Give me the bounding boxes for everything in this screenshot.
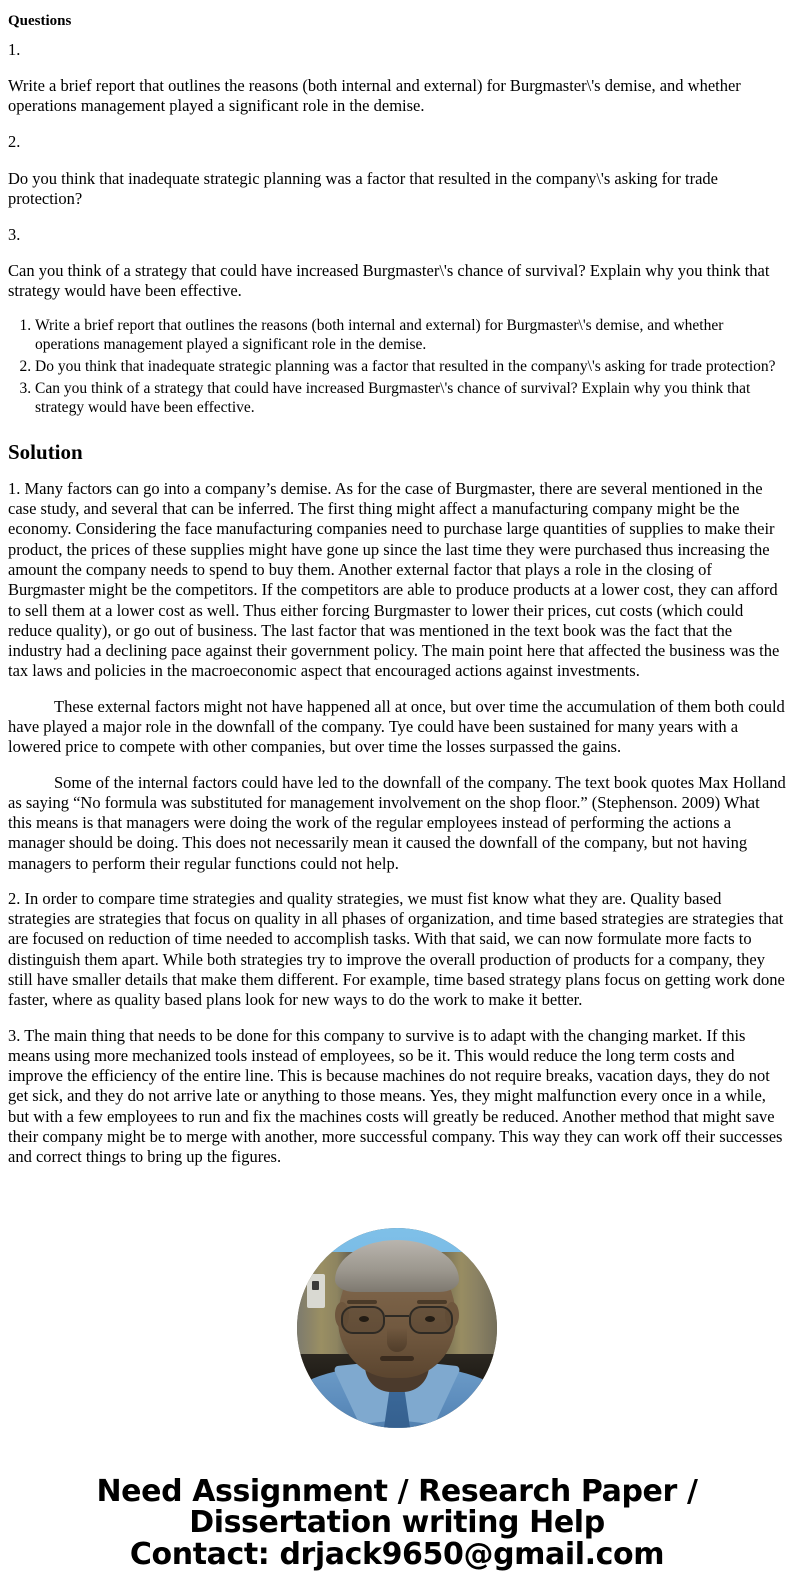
avatar-eyebrow-right — [417, 1300, 447, 1304]
solution-paragraph-3: Some of the internal factors could have led to the downfall of the company. The text book quotes Max Holland as saying “No formula was substituted for management involvement on the shop floor.” (Stephenson. 2009) What this means is that managers were doing the work of the regular employees instead of performing the actions a manager should be doing. This does not necessarily mean it caused the downfall of the company, but not having managers to perform their regular functions could not help. — [8, 772, 786, 873]
document-body — [0, 12, 794, 1168]
avatar-eye-right — [425, 1316, 435, 1322]
question-text-2: Do you think that inadequate strategic planning was a factor that resulted in the company\'s asking for trade protection? — [8, 168, 718, 208]
solution-heading: Solution — [8, 439, 83, 464]
avatar-mouth — [380, 1356, 414, 1361]
question-marker-3: 3. — [8, 224, 21, 244]
avatar-background-switchplate — [307, 1274, 325, 1308]
contact-cta — [0, 1473, 794, 1591]
question-marker-1: 1. — [8, 40, 21, 59]
question-text-1: Write a brief report that outlines the reasons (both internal and external) for Burgmaster\'s demise, and whether operations management played a significant role in the demise. — [8, 76, 741, 116]
document-page — [0, 12, 794, 1591]
list-item: 2. Do you think that inadequate strategic planning was a factor that resulted in the company\'s asking for trade protection? — [35, 358, 786, 377]
avatar — [297, 1228, 497, 1428]
list-item: 3. Can you think of a strategy that could have increased Burgmaster\'s chance of survival? Explain why you think that strategy would have been effective. — [35, 380, 786, 418]
solution-paragraph-1: 1. Many factors can go into a company’s demise. As for the case of Burgmaster, there are several mentioned in the case study, and several that can be inferred. The first thing might affect a manufacturing company might be the economy. Considering the face manufacturing companies need to purchase large quantities of supplies to make their product, the prices of these supplies might have gone up since the last time they were purchased thus increasing the amount the company needs to spend to buy them. Another external factor that plays a role in the closing of Burgmaster might be the competitors. If the competitors are able to produce products at a lower cost, they can afford to sell them at a lower cost as well. Thus either forcing Burgmaster to lower their prices, cut costs (which could reduce quality), or go out of business. The last factor that was mentioned in the text book was the fact that the industry had a declining pace against their government policy. The main point here that affected the business was the tax laws and policies in the macroeconomic aspect that encouraged actions against investments. — [8, 478, 780, 681]
questions-heading: Questions — [8, 13, 72, 29]
list-item: 1. Write a brief report that outlines the reasons (both internal and external) for Burgmaster\'s demise, and whether operations management played a significant role in the demise. — [35, 317, 786, 355]
avatar-eyebrow-left — [347, 1300, 377, 1304]
question-text-3: Can you think of a strategy that could have increased Burgmaster\'s chance of survival? Explain why you think that strategy would have been effective. — [8, 260, 770, 300]
question-marker-2: 2. — [8, 132, 21, 152]
solution-paragraph-5: 3. The main thing that needs to be done for this company to survive is to adapt with the changing market. If this means using more mechanized tools instead of employees, so be it. This would reduce the long term costs and improve the efficiency of the entire line. This is because machines do not require breaks, vacation days, they do not get sick, and they do not arrive late or anything to those means. Yes, they might malfunction every once in a while, but with a few employees to run and fix the machines costs will greatly be reduced. Another method that might save their company might be to merge with another, more successful company. This way they can work off their successes and correct things to bring up the figures. — [8, 1025, 783, 1167]
solution-paragraph-2: These external factors might not have happened all at once, but over time the accumulation of them both could have played a major role in the downfall of the company. Tye could have been sustained for many years with a lowered price to compete with other companies, but over time the losses surpassed the gains. — [8, 696, 785, 757]
questions-ordered-list — [8, 317, 786, 418]
solution-paragraph-4: 2. In order to compare time strategies and quality strategies, we must fist know what they are. Quality based strategies are strategies that focus on quality in all phases of organization, and time based strategies are strategies that are focused on reduction of time needed to accomplish tasks. With that said, we can now formulate more facts to distinguish them apart. While both strategies try to improve the overall production of products for a company, they still have smaller details that make them different. For example, time based strategy plans focus on getting work done faster, where as quality based plans look for new ways to do the work to make it better. — [8, 888, 785, 1010]
avatar-eye-left — [359, 1316, 369, 1322]
cta-headline: Need Assignment / Research Paper / Dissertation writing Help — [96, 1473, 698, 1541]
avatar-container — [0, 1228, 794, 1428]
avatar-glasses-bridge — [385, 1315, 409, 1318]
avatar-nose — [387, 1328, 407, 1352]
cta-contact-email: Contact: drjack9650@gmail.com — [129, 1537, 665, 1573]
